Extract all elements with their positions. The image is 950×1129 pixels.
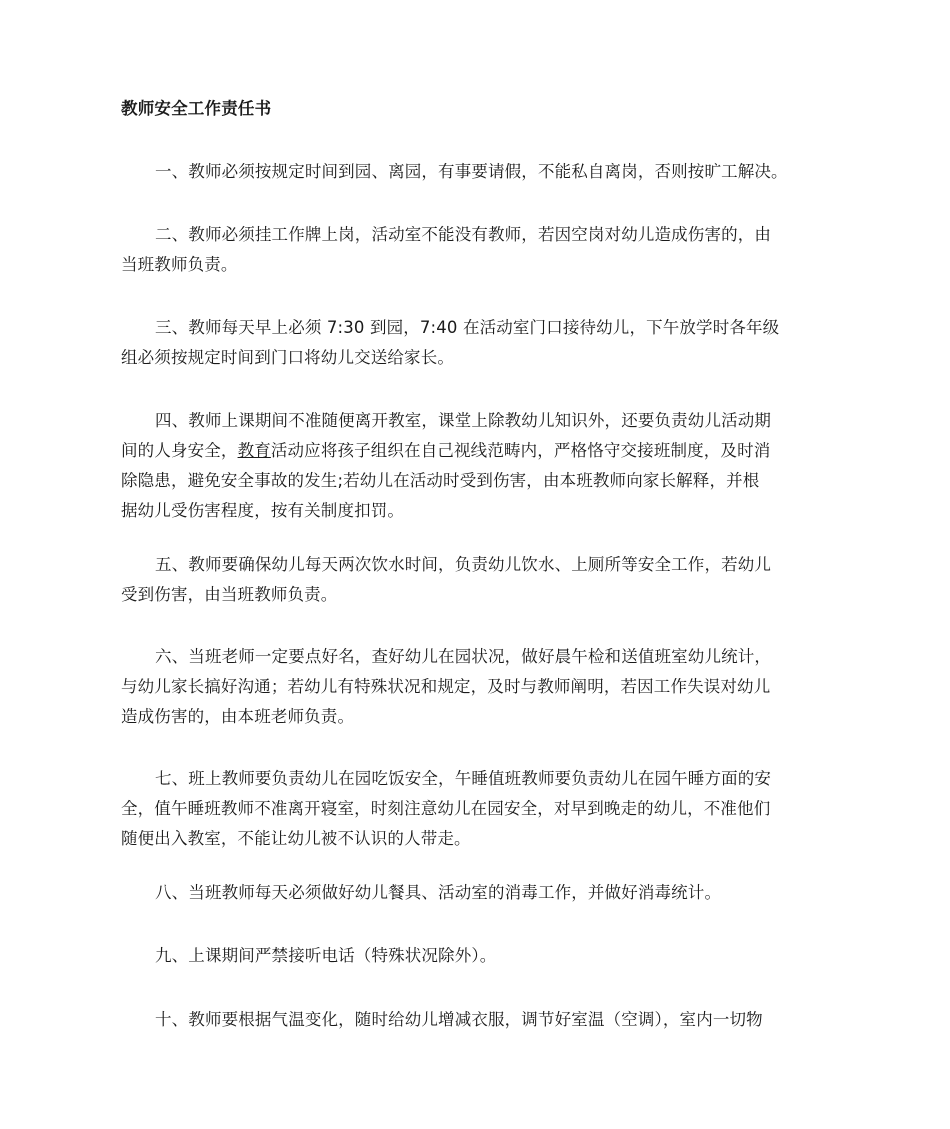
clause-1-line-1: 一、教师必须按规定时间到园、离园，有事要请假，不能私自离岗，否则按旷工解决。 [155, 162, 788, 181]
clause-4 [121, 406, 841, 526]
clause-3-line-2: 组必须按规定时间到门口将幼儿交送给家长。 [121, 348, 454, 367]
clause-4-line-3: 除隐患，避免安全事故的发生;若幼儿在活动时受到伤害，由本班教师向家长解释，并根 [121, 471, 760, 490]
clause-4-line-1: 四、教师上课期间不准随便离开教室，课堂上除教幼儿知识外，还要负责幼儿活动期 [155, 411, 772, 430]
clause-2-line-2: 当班教师负责。 [121, 255, 238, 274]
clause-4-line-4: 据幼儿受伤害程度，按有关制度扣罚。 [121, 501, 405, 520]
education-link[interactable]: 教育 [237, 441, 271, 460]
clause-9 [121, 941, 841, 971]
clause-2 [121, 220, 841, 280]
clause-4-line-2-post: 活动应将孩子组织在自己视线范畴内，严格恪守交接班制度，及时消 [270, 441, 771, 460]
clause-3 [121, 313, 841, 373]
clause-6-line-3: 造成伤害的，由本班老师负责。 [121, 707, 355, 726]
clause-4-line-2 [121, 436, 841, 466]
clause-5-line-1: 五、教师要确保幼儿每天两次饮水时间，负责幼儿饮水、上厕所等安全工作，若幼儿 [155, 555, 772, 574]
clause-7-line-2: 全，值午睡班教师不准离开寝室，时刻注意幼儿在园安全，对早到晚走的幼儿，不准他们 [121, 799, 771, 818]
clause-5 [121, 550, 841, 610]
clause-7-line-1: 七、班上教师要负责幼儿在园吃饭安全，午睡值班教师要负责幼儿在园午睡方面的安 [155, 769, 772, 788]
clause-4-line-2-pre: 间的人身安全， [121, 441, 238, 460]
clause-6-line-1: 六、当班老师一定要点好名，查好幼儿在园状况，做好晨午检和送值班室幼儿统计， [155, 647, 772, 666]
clause-9-line-1: 九、上课期间严禁接听电话（特殊状况除外）。 [155, 946, 497, 965]
clause-7-line-3: 随便出入教室，不能让幼儿被不认识的人带走。 [121, 829, 471, 848]
clause-2-line-1: 二、教师必须挂工作牌上岗，活动室不能没有教师，若因空岗对幼儿造成伤害的，由 [155, 225, 772, 244]
clause-1 [121, 157, 841, 187]
clause-8-line-1: 八、当班教师每天必须做好幼儿餐具、活动室的消毒工作，并做好消毒统计。 [155, 883, 722, 902]
clause-10-line-1: 十、教师要根据气温变化，随时给幼儿增减衣服，调节好室温（空调），室内一切物 [155, 1010, 763, 1029]
document-title: 教师安全工作责任书 [121, 99, 272, 118]
clause-5-line-2: 受到伤害，由当班教师负责。 [121, 585, 338, 604]
clause-10 [121, 1005, 841, 1035]
clause-6-line-2: 与幼儿家长搞好沟通；若幼儿有特殊状况和规定，及时与教师阐明，若因工作失误对幼儿 [121, 677, 771, 696]
clause-8 [121, 878, 841, 908]
clause-7 [121, 764, 841, 854]
clause-6 [121, 642, 841, 732]
clause-3-line-1: 三、教师每天早上必须 7:30 到园，7:40 在活动室门口接待幼儿，下午放学时各年级 [155, 318, 780, 337]
